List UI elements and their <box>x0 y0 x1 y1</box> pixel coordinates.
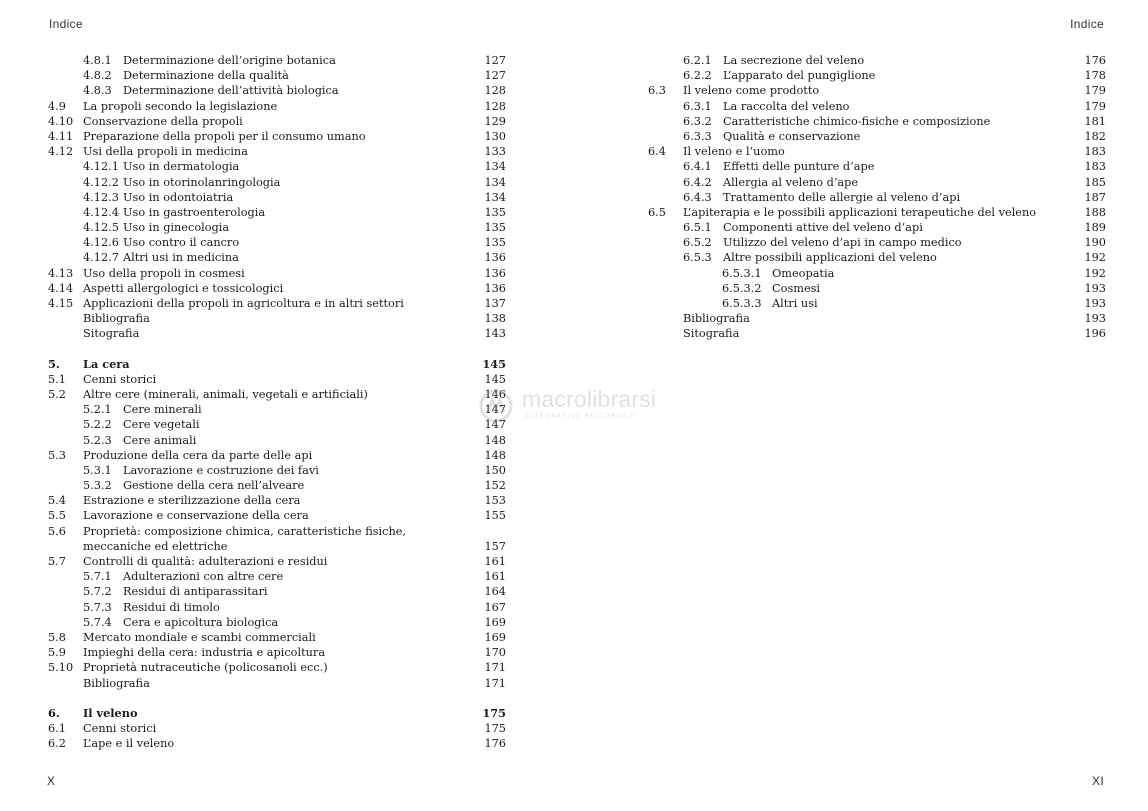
toc-entry-title: La cera <box>83 356 130 371</box>
toc-entry-title: Altri usi <box>772 297 818 310</box>
toc-entry <box>48 539 506 554</box>
toc-entry-page: 147 <box>484 403 506 417</box>
toc-entry-page: 148 <box>484 433 506 447</box>
toc-entry-page: 181 <box>1084 114 1106 128</box>
toc-entry <box>648 159 1106 174</box>
toc-entry-number: 6.3 <box>648 84 666 98</box>
toc-entry <box>48 387 506 402</box>
toc-entry <box>48 311 506 326</box>
toc-entry-number: 6.5.3 <box>683 251 712 265</box>
toc-entry-page: 143 <box>484 327 506 341</box>
toc-entry-page: 167 <box>484 600 506 614</box>
toc-entry-number: 6. <box>48 705 60 720</box>
toc-entry <box>48 281 506 296</box>
toc-entry <box>48 144 506 159</box>
toc-entry <box>648 83 1106 98</box>
toc-entry <box>648 266 1106 281</box>
toc-entry-title: Uso in dermatologia <box>123 160 240 174</box>
toc-entry <box>48 220 506 235</box>
toc-entry-number: 6.3.1 <box>683 99 712 113</box>
toc-entry-page: 185 <box>1084 175 1106 189</box>
toc-entry-title: Lavorazione e conservazione della cera <box>83 509 309 523</box>
toc-entry-title: Altre possibili applicazioni del veleno <box>723 251 937 265</box>
toc-entry <box>48 83 506 98</box>
toc-entry-title: Conservazione della propoli <box>83 114 243 128</box>
toc-entry-page: 134 <box>484 160 506 174</box>
toc-entry-number: 4.15 <box>48 297 74 310</box>
toc-entry-page: 138 <box>484 312 506 326</box>
toc-entry-page: 136 <box>484 281 506 295</box>
toc-entry <box>48 235 506 250</box>
toc-entry-number: 5.8 <box>48 630 66 644</box>
toc-entry <box>48 676 506 691</box>
toc-entry-page: 192 <box>1084 266 1106 280</box>
toc-entry-page: 147 <box>484 418 506 432</box>
toc-entry-page: 193 <box>1084 297 1106 310</box>
toc-entry-title: La secrezione del veleno <box>723 54 865 67</box>
toc-entry-title: Uso in otorinolanringologia <box>123 175 281 189</box>
toc-entry-title: Sitografia <box>683 327 740 341</box>
toc-entry-title: Cenni storici <box>83 721 157 735</box>
running-header-left: Indice <box>49 17 83 31</box>
toc-left-column <box>48 53 506 751</box>
toc-entry <box>48 372 506 387</box>
toc-entry-page: 183 <box>1084 160 1106 174</box>
toc-entry-title: Caratteristiche chimico-fisiche e composizione <box>723 114 991 128</box>
toc-entry <box>48 175 506 190</box>
toc-entry-title: Adulterazioni con altre cere <box>123 570 284 584</box>
toc-entry-title: Il veleno come prodotto <box>683 84 820 98</box>
toc-entry <box>48 645 506 660</box>
toc-entry-number: 5.3.2 <box>83 479 112 493</box>
toc-entry <box>648 175 1106 190</box>
toc-entry <box>648 326 1106 341</box>
toc-entry-number: 5.7.2 <box>83 585 112 599</box>
toc-entry-number: 5.2.2 <box>83 418 112 432</box>
toc-entry <box>648 250 1106 265</box>
toc-entry <box>48 250 506 265</box>
toc-entry-number: 6.3.3 <box>683 129 712 143</box>
toc-entry-number: 5.2.3 <box>83 433 112 447</box>
toc-entry-page: 155 <box>484 509 506 523</box>
toc-entry-number: 5. <box>48 356 60 371</box>
toc-entry <box>648 296 1106 311</box>
toc-entry-number: 5.5 <box>48 509 66 523</box>
toc-entry-page: 182 <box>1084 129 1106 143</box>
toc-entry-title: Usi della propoli in medicina <box>83 145 248 159</box>
toc-entry-title: Uso contro il cancro <box>123 236 240 250</box>
watermark-text: macrolibrarsi <box>522 386 657 412</box>
toc-entry-title: Cere minerali <box>123 403 202 417</box>
toc-entry-title: Mercato mondiale e scambi commerciali <box>83 630 316 644</box>
toc-entry-title: Omeopatia <box>772 266 835 280</box>
toc-entry <box>48 357 506 372</box>
toc-entry-title: Determinazione della qualità <box>123 69 289 83</box>
toc-entry-page: 134 <box>484 190 506 204</box>
toc-entry-title: Residui di timolo <box>123 600 220 614</box>
toc-entry-page: 187 <box>1084 190 1106 204</box>
toc-entry-page: 179 <box>1084 84 1106 98</box>
toc-entry-number: 4.12.7 <box>83 251 119 265</box>
toc-entry-page: 150 <box>484 463 506 477</box>
toc-entry-page: 190 <box>1084 236 1106 250</box>
toc-entry-page: 192 <box>1084 251 1106 265</box>
toc-entry-number: 6.4 <box>648 145 666 159</box>
toc-entry <box>48 433 506 448</box>
toc-entry-title: Bibliografia <box>683 312 750 326</box>
toc-entry-page: 127 <box>484 69 506 83</box>
toc-entry-title: Residui di antiparassitari <box>123 585 268 599</box>
toc-entry-number: 4.8.2 <box>83 69 112 83</box>
toc-entry-number: 5.7.4 <box>83 615 112 629</box>
watermark <box>478 386 688 426</box>
toc-entry-page: 196 <box>1084 327 1106 341</box>
toc-entry <box>48 630 506 645</box>
toc-entry-title: Applicazioni della propoli in agricoltura e in altri settori <box>83 297 404 310</box>
toc-entry-number: 5.10 <box>48 661 74 675</box>
toc-entry <box>648 220 1106 235</box>
toc-entry-number: 4.10 <box>48 114 74 128</box>
toc-entry-title: Cere animali <box>123 433 197 447</box>
toc-entry-number: 4.12.1 <box>83 160 119 174</box>
toc-entry-title: Altri usi in medicina <box>123 251 239 265</box>
toc-entry-number: 5.4 <box>48 494 66 508</box>
toc-entry-number: 5.3 <box>48 448 66 462</box>
toc-entry-title: Determinazione dell’origine botanica <box>123 54 336 67</box>
toc-entry-number: 4.12.3 <box>83 190 119 204</box>
toc-entry-title: Lavorazione e costruzione dei favi <box>123 463 319 477</box>
toc-entry-title: Determinazione dell’attività biologica <box>123 84 339 98</box>
toc-entry-number: 6.4.2 <box>683 175 712 189</box>
toc-entry <box>48 569 506 584</box>
toc-entry <box>648 235 1106 250</box>
toc-entry <box>48 660 506 675</box>
toc-entry-title: L’apiterapia e le possibili applicazioni terapeutiche del veleno <box>683 205 1037 219</box>
toc-entry-number: 6.2 <box>48 737 66 751</box>
toc-entry-number: 4.8.3 <box>83 84 112 98</box>
toc-entry-title: Trattamento delle allergie al veleno d’api <box>723 190 961 204</box>
toc-entry-page: 179 <box>1084 99 1106 113</box>
toc-entry-title: La raccolta del veleno <box>723 99 850 113</box>
toc-entry-number: 4.8.1 <box>83 54 112 67</box>
toc-entry-page: 153 <box>484 494 506 508</box>
toc-entry <box>48 508 506 523</box>
toc-entry-title: Il veleno e l’uomo <box>683 145 785 159</box>
toc-entry <box>48 296 506 311</box>
toc-entry-title: Sitografia <box>83 327 140 341</box>
toc-entry-page: 161 <box>484 555 506 568</box>
toc-entry-number: 5.7 <box>48 555 66 568</box>
toc-entry <box>48 554 506 569</box>
toc-entry-page: 134 <box>484 175 506 189</box>
toc-entry-page: 137 <box>484 297 506 310</box>
toc-entry-number: 4.9 <box>48 99 66 113</box>
toc-entry <box>48 493 506 508</box>
toc-entry-page: 171 <box>484 676 506 690</box>
toc-entry-page: 152 <box>484 479 506 493</box>
toc-entry-page: 178 <box>1084 69 1106 83</box>
toc-entry-page: 183 <box>1084 145 1106 159</box>
toc-entry-number: 6.5 <box>648 205 666 219</box>
running-header-right: Indice <box>1070 17 1104 31</box>
toc-entry-page: 169 <box>484 630 506 644</box>
toc-entry <box>648 190 1106 205</box>
toc-entry-number: 5.7.1 <box>83 570 112 584</box>
toc-entry-title: L’apparato del pungiglione <box>723 69 876 83</box>
toc-entry-title: Uso della propoli in cosmesi <box>83 266 245 280</box>
toc-entry-title: Uso in gastroenterologia <box>123 205 266 219</box>
toc-entry-number: 6.1 <box>48 721 66 735</box>
toc-entry-title: meccaniche ed elettriche <box>83 539 228 553</box>
toc-entry-page: 145 <box>484 372 506 386</box>
toc-entry <box>48 402 506 417</box>
toc-entry-number: 6.5.3.3 <box>722 297 762 310</box>
toc-entry-number: 6.5.1 <box>683 221 712 235</box>
toc-entry-page: 157 <box>484 539 506 553</box>
toc-entry-number: 4.12.6 <box>83 236 119 250</box>
page-number-right: XI <box>1092 774 1104 788</box>
watermark-subtext: ALTERNATIVE EDITORIALE <box>525 414 636 420</box>
toc-entry-title: Proprietà nutraceutiche (policosanoli ecc.) <box>83 661 328 675</box>
toc-entry-title: Effetti delle punture d’ape <box>723 160 875 174</box>
toc-entry <box>48 706 506 721</box>
toc-entry <box>648 281 1106 296</box>
toc-entry <box>648 99 1106 114</box>
toc-entry-number: 4.12.4 <box>83 205 119 219</box>
toc-entry-page: 164 <box>484 585 506 599</box>
toc-entry-title: Qualità e conservazione <box>723 129 861 143</box>
toc-entry-page: 128 <box>484 99 506 113</box>
toc-entry-title: Uso in ginecologia <box>123 221 230 235</box>
toc-entry-title: Uso in odontoiatria <box>123 190 234 204</box>
page-number-left: X <box>47 774 56 788</box>
toc-entry-page: 136 <box>484 251 506 265</box>
toc-entry <box>48 266 506 281</box>
toc-entry-page: 136 <box>484 266 506 280</box>
toc-entry-number: 4.13 <box>48 266 74 280</box>
toc-entry-title: Controlli di qualità: adulterazioni e residui <box>83 555 328 568</box>
toc-entry-number: 4.14 <box>48 281 74 295</box>
toc-entry-page: 176 <box>484 737 506 751</box>
toc-entry-page: 135 <box>484 205 506 219</box>
toc-entry-page: 135 <box>484 236 506 250</box>
toc-entry-number: 4.12 <box>48 145 74 159</box>
toc-entry-number: 5.9 <box>48 646 66 660</box>
toc-entry-title: Il veleno <box>83 705 138 720</box>
toc-entry <box>48 159 506 174</box>
toc-entry <box>648 68 1106 83</box>
toc-entry-title: Bibliografia <box>83 312 150 326</box>
toc-entry <box>648 53 1106 68</box>
toc-entry-number: 5.2 <box>48 387 66 401</box>
toc-entry-title: L’ape e il veleno <box>83 737 175 751</box>
toc-entry <box>48 584 506 599</box>
toc-entry-page: 193 <box>1084 312 1106 326</box>
toc-entry-page: 161 <box>484 570 506 584</box>
toc-entry <box>48 463 506 478</box>
toc-entry-number: 6.5.3.2 <box>722 281 762 295</box>
toc-entry-title: Utilizzo del veleno d’api in campo medico <box>723 236 962 250</box>
toc-entry-page: 135 <box>484 221 506 235</box>
toc-entry-page: 145 <box>482 356 506 371</box>
toc-entry-title: Cera e apicoltura biologica <box>123 615 279 629</box>
toc-entry-page: 171 <box>484 661 506 675</box>
toc-entry-title: Impieghi della cera: industria e apicoltura <box>83 646 326 660</box>
toc-entry-title: Allergia al veleno d’ape <box>723 175 859 189</box>
toc-entry-title: La propoli secondo la legislazione <box>83 99 278 113</box>
toc-entry <box>48 600 506 615</box>
toc-entry <box>648 205 1106 220</box>
toc-entry-title: Proprietà: composizione chimica, caratteristiche fisiche, <box>83 524 407 538</box>
toc-entry <box>648 144 1106 159</box>
toc-entry <box>48 99 506 114</box>
toc-entry-page: 175 <box>482 705 506 720</box>
toc-entry-title: Cenni storici <box>83 372 157 386</box>
toc-entry <box>648 129 1106 144</box>
toc-entry <box>48 478 506 493</box>
toc-entry-page: 193 <box>1084 281 1106 295</box>
toc-entry-page: 129 <box>484 114 506 128</box>
toc-entry-title: Produzione della cera da parte delle api <box>83 448 313 462</box>
toc-entry <box>48 524 506 539</box>
toc-entry <box>648 114 1106 129</box>
toc-entry <box>48 326 506 341</box>
toc-entry-title: Altre cere (minerali, animali, vegetali e artificiali) <box>83 387 368 401</box>
toc-entry-number: 6.4.3 <box>683 190 712 204</box>
toc-entry-page: 130 <box>484 129 506 143</box>
toc-entry-page: 169 <box>484 615 506 629</box>
toc-entry <box>48 721 506 736</box>
toc-entry-title: Cere vegetali <box>123 418 200 432</box>
toc-entry-page: 127 <box>484 54 506 67</box>
toc-entry-page: 189 <box>1084 221 1106 235</box>
toc-entry-page: 146 <box>484 387 506 401</box>
toc-entry <box>48 68 506 83</box>
toc-entry-number: 5.3.1 <box>83 463 112 477</box>
toc-entry-number: 4.11 <box>48 129 74 143</box>
toc-entry-page: 133 <box>484 145 506 159</box>
toc-entry-title: Gestione della cera nell’alveare <box>123 479 305 493</box>
toc-entry-number: 6.5.2 <box>683 236 712 250</box>
toc-entry-title: Estrazione e sterilizzazione della cera <box>83 494 301 508</box>
toc-entry-page: 188 <box>1084 205 1106 219</box>
toc-entry <box>48 417 506 432</box>
toc-entry-title: Componenti attive del veleno d’api <box>723 221 923 235</box>
toc-entry <box>48 448 506 463</box>
toc-entry-number: 5.6 <box>48 524 66 538</box>
toc-entry-page: 170 <box>484 646 506 660</box>
toc-entry <box>48 53 506 68</box>
toc-entry-title: Cosmesi <box>772 281 821 295</box>
toc-entry-number: 4.12.5 <box>83 221 119 235</box>
toc-entry <box>48 205 506 220</box>
toc-entry <box>648 311 1106 326</box>
toc-entry <box>48 190 506 205</box>
toc-entry-title: Aspetti allergologici e tossicologici <box>83 281 284 295</box>
toc-entry-number: 5.7.3 <box>83 600 112 614</box>
toc-entry-title: Preparazione della propoli per il consumo umano <box>83 129 366 143</box>
toc-entry-page: 176 <box>1084 54 1106 67</box>
toc-entry-page: 175 <box>484 721 506 735</box>
toc-entry-number: 6.3.2 <box>683 114 712 128</box>
toc-right-column <box>648 53 1106 342</box>
toc-entry-number: 6.5.3.1 <box>722 266 762 280</box>
toc-entry <box>48 129 506 144</box>
toc-entry-title: Bibliografia <box>83 676 150 690</box>
toc-entry <box>48 114 506 129</box>
toc-entry-number: 5.1 <box>48 372 66 386</box>
toc-entry-number: 4.12.2 <box>83 175 119 189</box>
toc-entry-page: 128 <box>484 84 506 98</box>
toc-entry-number: 6.2.1 <box>683 54 712 67</box>
toc-entry <box>48 615 506 630</box>
toc-entry-number: 6.2.2 <box>683 69 712 83</box>
toc-entry-number: 6.4.1 <box>683 160 712 174</box>
toc-entry <box>48 736 506 751</box>
toc-entry-page: 148 <box>484 448 506 462</box>
toc-entry-number: 5.2.1 <box>83 403 112 417</box>
